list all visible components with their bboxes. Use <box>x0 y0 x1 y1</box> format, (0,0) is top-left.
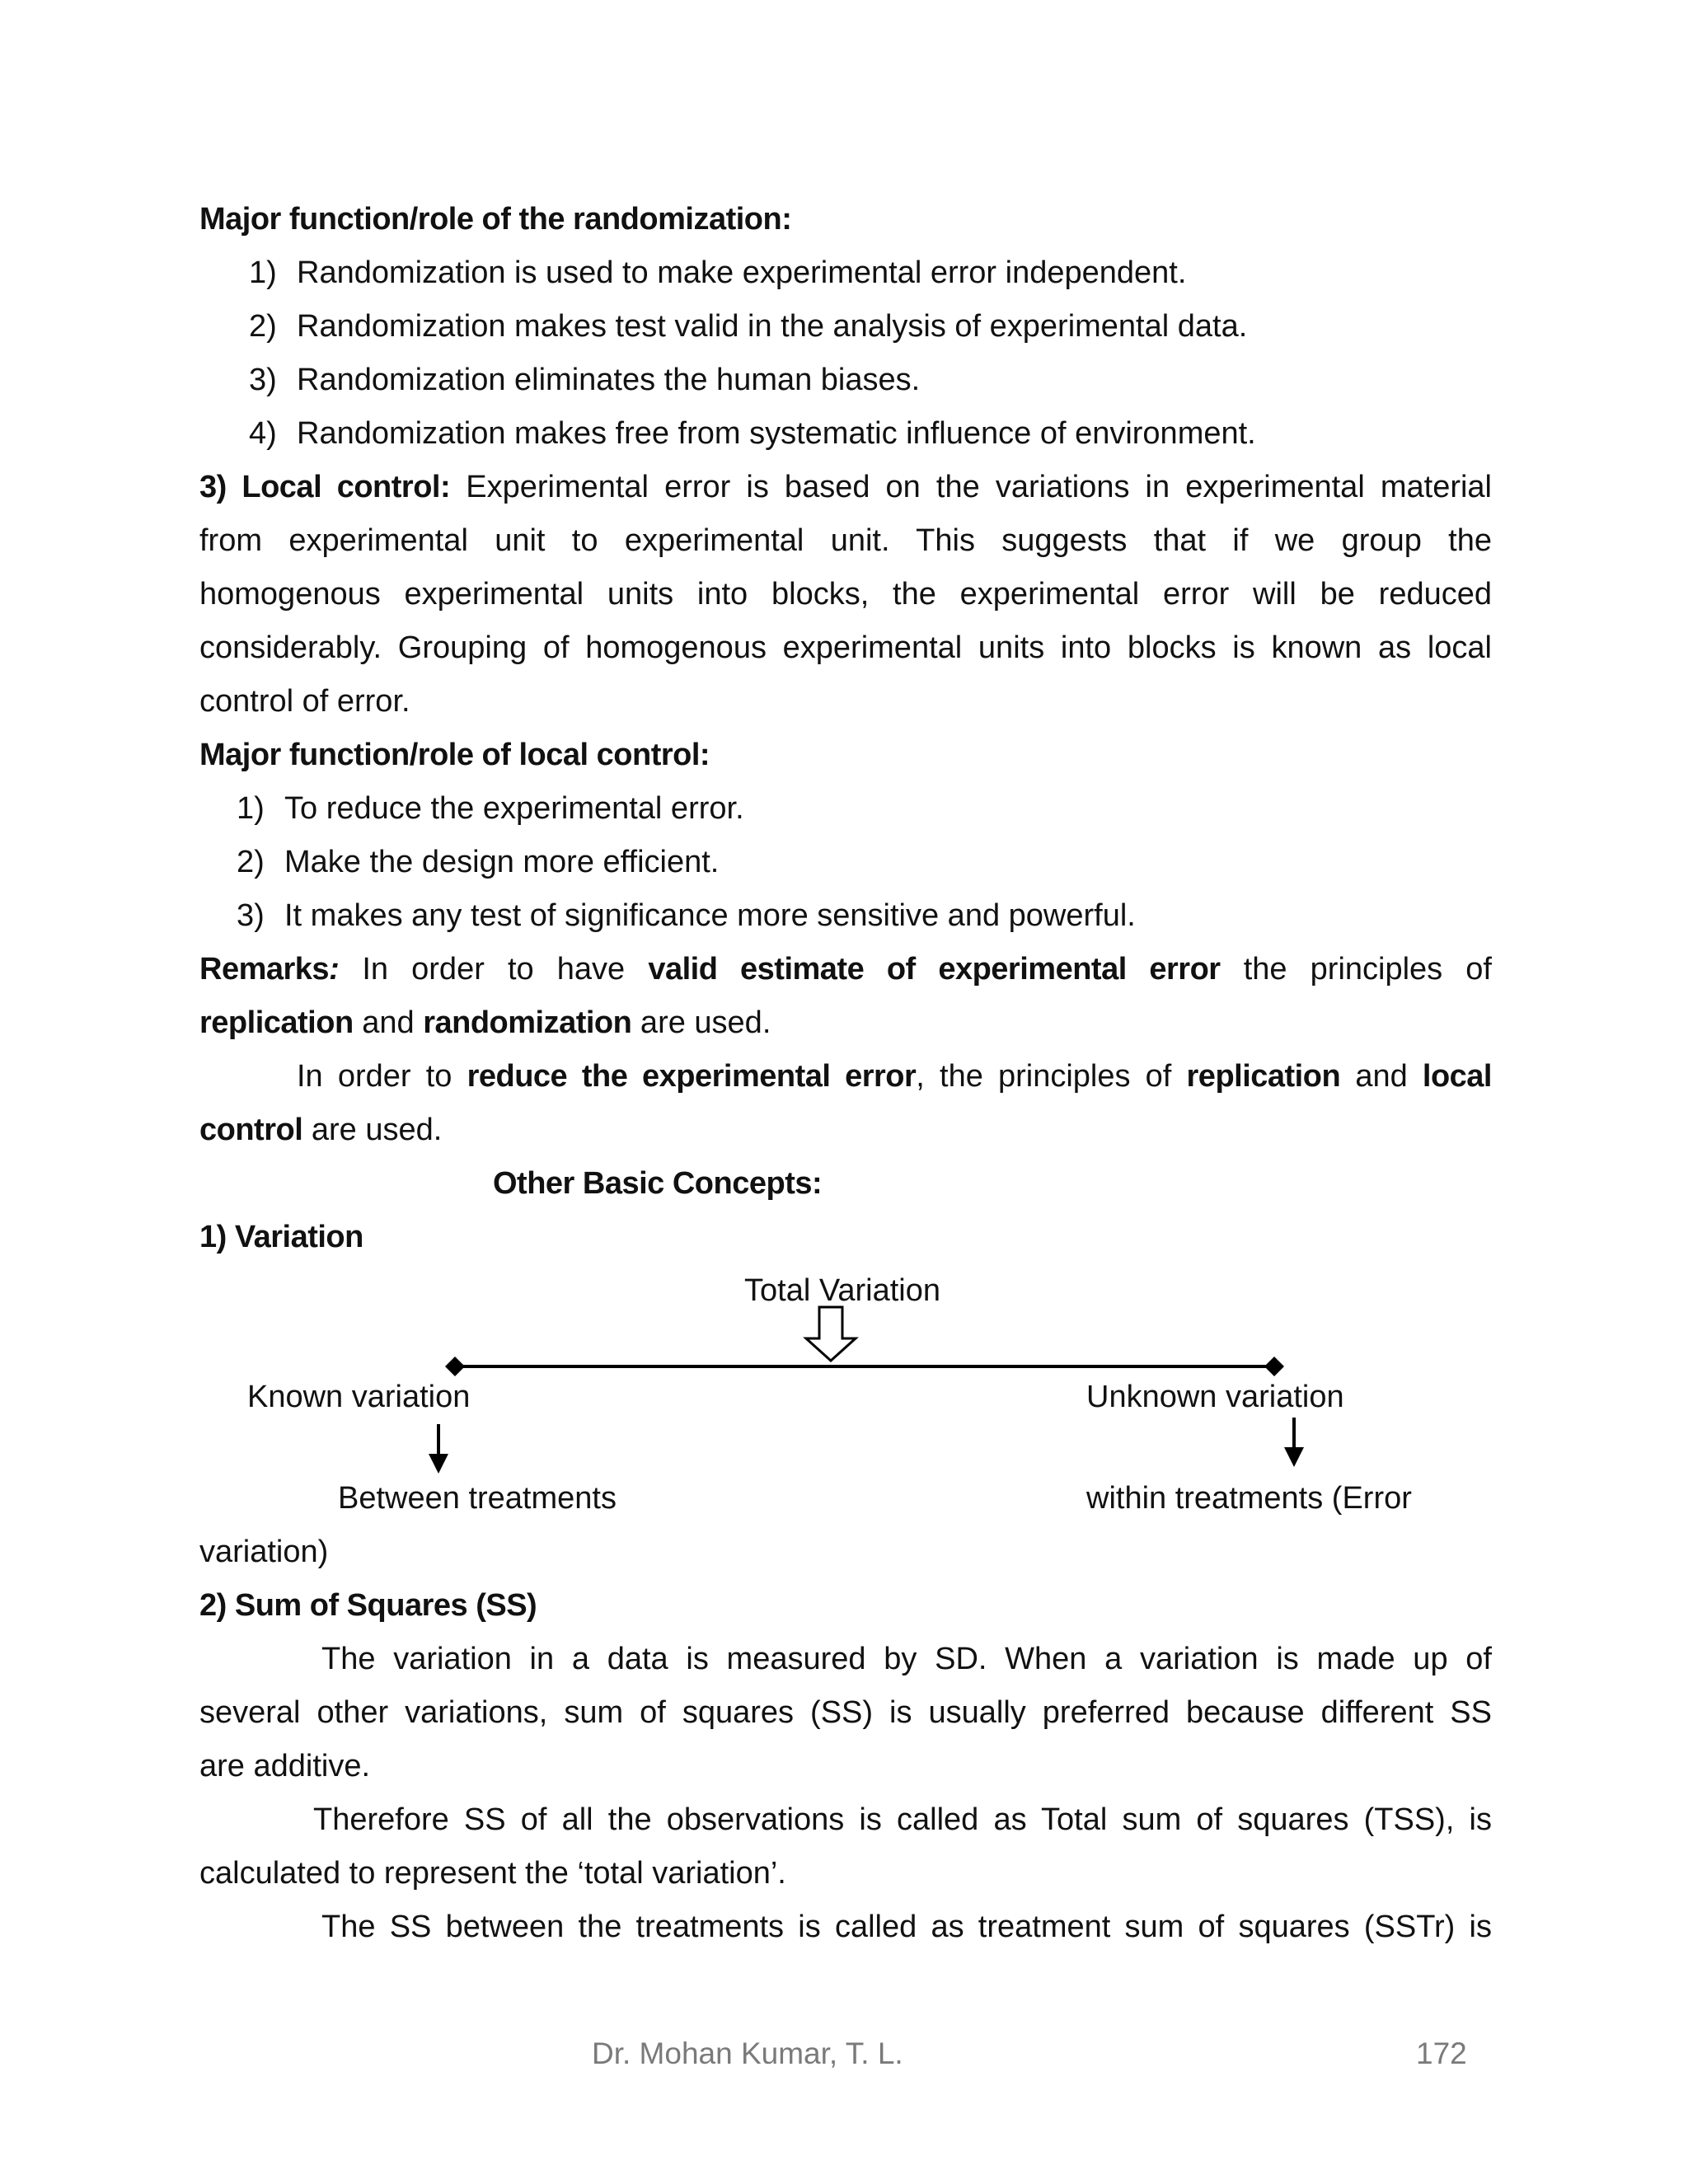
paragraph-line: Therefore SS of all the observations is called as Total sum of squares (TSS), is <box>313 1802 1492 1837</box>
remarks-emphasis: randomization <box>423 1005 632 1040</box>
remarks-text: are used. <box>302 1113 443 1147</box>
remarks-emphasis: reduce the experimental error <box>467 1059 917 1094</box>
right-down-arrow-icon <box>1284 1447 1304 1467</box>
paragraph-text: Experimental error is based on the variations in experimental material <box>450 470 1492 504</box>
list-text: Randomization makes test valid in the analysis of experimental data. <box>297 309 1248 344</box>
list-text: Randomization makes free from systematic influence of environment. <box>297 416 1256 451</box>
remarks-emphasis: valid estimate of experimental error <box>648 952 1221 987</box>
local-control-role-heading: Major function/role of local control: <box>199 738 710 772</box>
page-number: 172 <box>1416 2036 1467 2070</box>
remarks-text: are used. <box>631 1005 771 1040</box>
list-number: 1) <box>249 255 277 290</box>
remarks-emphasis: replication <box>1186 1059 1341 1094</box>
list-number: 3) <box>237 898 265 933</box>
total-variation-label: Total Variation <box>744 1273 940 1308</box>
ss-heading: 2) Sum of Squares (SS) <box>199 1588 537 1623</box>
variation-heading: 1) Variation <box>199 1220 363 1254</box>
unknown-variation-label: Unknown variation <box>1086 1380 1344 1414</box>
remarks-emphasis: local <box>1422 1059 1492 1094</box>
remarks-emphasis: control <box>199 1113 303 1147</box>
list-number: 4) <box>249 416 277 451</box>
remarks-text: and <box>353 1005 424 1040</box>
list-text: Randomization eliminates the human biases. <box>297 363 921 397</box>
paragraph-line: are additive. <box>199 1749 371 1783</box>
remarks-label: Remarks <box>199 952 330 987</box>
between-treatments-label: Between treatments <box>338 1481 617 1516</box>
paragraph-line: The SS between the treatments is called as treatment sum of squares (SSTr) is <box>321 1910 1492 1944</box>
list-text: It makes any test of significance more sensitive and powerful. <box>284 898 1136 933</box>
concepts-heading: Other Basic Concepts: <box>493 1166 823 1201</box>
remarks-colon: : <box>329 952 340 987</box>
paragraph-line: control of error. <box>199 684 410 719</box>
list-text: Make the design more efficient. <box>284 845 720 879</box>
list-number: 2) <box>249 309 277 344</box>
remarks-text: In order to <box>297 1059 467 1094</box>
randomization-heading: Major function/role of the randomization: <box>199 202 792 237</box>
paragraph-line: considerably. Grouping of homogenous experimental units into blocks is known as local <box>199 630 1492 665</box>
paragraph-line: homogenous experimental units into blocks, the experimental error will be reduced <box>199 577 1492 612</box>
remarks-text: , the principles of <box>916 1059 1187 1094</box>
paragraph-line: calculated to represent the ‘total variation’. <box>199 1856 786 1891</box>
paragraph-line: The variation in a data is measured by SD. When a variation is made up of <box>321 1642 1492 1676</box>
list-number: 1) <box>237 791 265 826</box>
paragraph-line: from experimental unit to experimental unit. This suggests that if we group the <box>199 523 1492 558</box>
within-treatments-label: within treatments (Error <box>1086 1481 1412 1516</box>
known-variation-label: Known variation <box>247 1380 471 1414</box>
paragraph-line: several other variations, sum of squares (SS) is usually preferred because different SS <box>199 1695 1492 1730</box>
remarks-text: the principles of <box>1220 952 1492 987</box>
within-treatments-continuation: variation) <box>199 1535 329 1569</box>
remarks-emphasis: replication <box>199 1005 354 1040</box>
list-number: 3) <box>249 363 277 397</box>
remarks-text: and <box>1340 1059 1423 1094</box>
local-control-label: 3) Local control: <box>199 470 451 504</box>
list-text: To reduce the experimental error. <box>284 791 744 826</box>
footer-author: Dr. Mohan Kumar, T. L. <box>592 2036 903 2070</box>
list-number: 2) <box>237 845 265 879</box>
remarks-text: In order to have <box>339 952 649 987</box>
list-text: Randomization is used to make experimental error independent. <box>297 255 1187 290</box>
